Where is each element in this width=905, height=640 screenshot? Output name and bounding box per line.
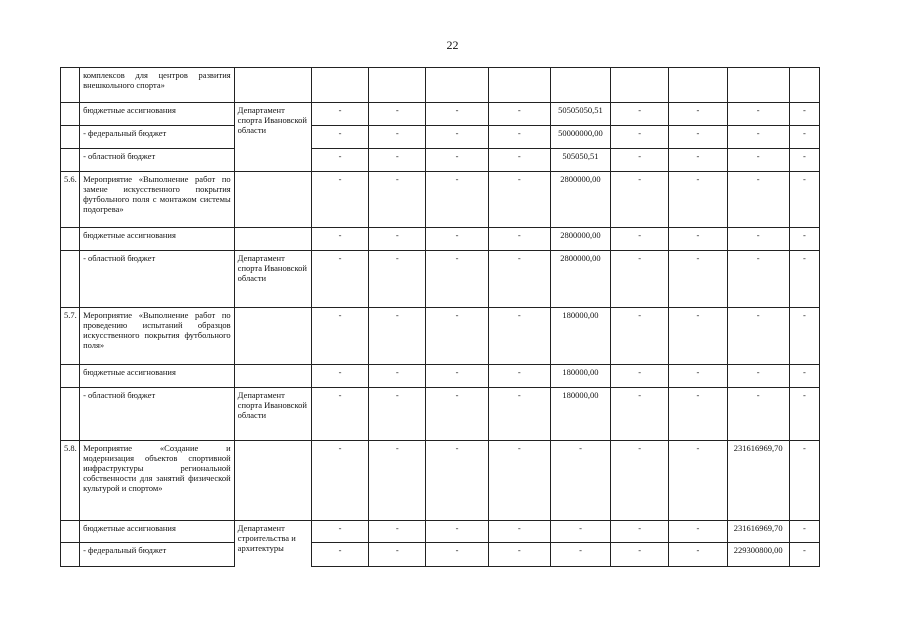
item-description: бюджетные ассигнования (80, 365, 235, 388)
department-cell (234, 441, 311, 521)
budget-value-cell: - (311, 308, 368, 365)
budget-value-cell: - (426, 365, 488, 388)
item-number (61, 126, 80, 149)
item-number (61, 251, 80, 308)
table-row (61, 365, 820, 388)
budget-value-cell: - (727, 228, 789, 251)
budget-value-cell: - (789, 441, 819, 521)
budget-value-cell: - (669, 543, 727, 567)
budget-value-cell: - (426, 308, 488, 365)
item-number (61, 521, 80, 543)
budget-value-cell: - (311, 543, 368, 567)
budget-value-cell: - (369, 365, 426, 388)
item-number (61, 388, 80, 441)
budget-value-cell: 231616969,70 (727, 521, 789, 543)
item-number (61, 68, 80, 103)
budget-value-cell: - (789, 543, 819, 567)
budget-value-cell: - (426, 126, 488, 149)
department-cell (234, 308, 311, 365)
budget-value-cell: - (311, 172, 368, 228)
budget-value-cell: - (488, 172, 550, 228)
budget-value-cell: - (789, 228, 819, 251)
budget-value-cell (727, 68, 789, 103)
budget-value-cell (789, 68, 819, 103)
page-number: 22 (446, 38, 459, 52)
budget-value-cell: - (488, 521, 550, 543)
budget-value-cell: - (669, 103, 727, 126)
department-cell: Департамент спорта Ивановской области (234, 251, 311, 308)
budget-value-cell: - (488, 441, 550, 521)
budget-value-cell: - (789, 172, 819, 228)
budget-value-cell: - (669, 388, 727, 441)
budget-value-cell: - (369, 228, 426, 251)
department-cell: Департамент спорта Ивановской области (234, 388, 311, 441)
budget-value-cell: 229300800,00 (727, 543, 789, 567)
budget-value-cell: - (727, 308, 789, 365)
budget-value-cell: - (369, 441, 426, 521)
item-number: 5.7. (61, 308, 80, 365)
budget-value-cell: - (669, 149, 727, 172)
budget-value-cell: - (426, 251, 488, 308)
budget-value-cell: - (611, 228, 669, 251)
budget-value-cell: - (369, 543, 426, 567)
table-row (61, 172, 820, 228)
budget-value-cell: - (611, 365, 669, 388)
budget-value-cell: - (611, 172, 669, 228)
budget-value-cell: 180000,00 (550, 388, 610, 441)
department-cell (234, 365, 311, 388)
item-number: 5.6. (61, 172, 80, 228)
item-number (61, 365, 80, 388)
budget-value-cell: - (669, 365, 727, 388)
budget-value-cell: - (426, 388, 488, 441)
budget-value-cell: - (727, 251, 789, 308)
budget-value-cell: - (789, 388, 819, 441)
item-number (61, 228, 80, 251)
budget-value-cell: - (369, 103, 426, 126)
budget-value-cell: 2800000,00 (550, 172, 610, 228)
budget-value-cell: 505050,51 (550, 149, 610, 172)
budget-value-cell: - (727, 388, 789, 441)
item-description: - областной бюджет (80, 388, 235, 441)
budget-value-cell: - (669, 172, 727, 228)
budget-table (60, 67, 820, 567)
budget-value-cell: - (789, 126, 819, 149)
budget-value-cell: 2800000,00 (550, 251, 610, 308)
budget-value-cell: - (611, 521, 669, 543)
budget-value-cell: - (311, 441, 368, 521)
budget-value-cell: - (369, 251, 426, 308)
item-description: бюджетные ассигнования (80, 521, 235, 543)
item-description: комплексов для центров развития внешкольного спорта» (80, 68, 235, 103)
budget-value-cell (311, 68, 368, 103)
budget-value-cell: - (311, 103, 368, 126)
table-row (61, 543, 820, 567)
item-description: - областной бюджет (80, 149, 235, 172)
department-cell (234, 68, 311, 103)
budget-value-cell: - (311, 228, 368, 251)
budget-value-cell: 50000000,00 (550, 126, 610, 149)
budget-value-cell: - (669, 308, 727, 365)
budget-value-cell: - (426, 103, 488, 126)
table-row (61, 103, 820, 126)
budget-value-cell (550, 68, 610, 103)
table-row (61, 521, 820, 543)
budget-value-cell: - (611, 126, 669, 149)
item-description: бюджетные ассигнования (80, 103, 235, 126)
department-cell: Департамент строительства и архитектуры (234, 521, 311, 567)
budget-value-cell: - (669, 441, 727, 521)
budget-value-cell: - (488, 365, 550, 388)
budget-value-cell: 231616969,70 (727, 441, 789, 521)
budget-value-cell: - (488, 251, 550, 308)
item-number (61, 103, 80, 126)
budget-value-cell (669, 68, 727, 103)
budget-value-cell: - (311, 149, 368, 172)
department-cell (234, 172, 311, 228)
budget-value-cell (426, 68, 488, 103)
budget-value-cell: - (789, 308, 819, 365)
budget-value-cell (488, 68, 550, 103)
table-row (61, 149, 820, 172)
budget-value-cell: - (789, 251, 819, 308)
budget-value-cell: 180000,00 (550, 365, 610, 388)
table-row (61, 126, 820, 149)
budget-value-cell: - (311, 251, 368, 308)
budget-value-cell: - (550, 543, 610, 567)
item-description: - областной бюджет (80, 251, 235, 308)
budget-value-cell: - (369, 126, 426, 149)
budget-value-cell: - (727, 149, 789, 172)
budget-value-cell: - (369, 388, 426, 441)
budget-value-cell: - (311, 521, 368, 543)
budget-value-cell: - (311, 126, 368, 149)
budget-value-cell: - (369, 308, 426, 365)
budget-value-cell: - (488, 103, 550, 126)
budget-value-cell: - (669, 521, 727, 543)
budget-value-cell: - (789, 149, 819, 172)
budget-value-cell: - (669, 126, 727, 149)
budget-value-cell: - (426, 521, 488, 543)
budget-value-cell: - (611, 149, 669, 172)
table-row (61, 388, 820, 441)
budget-value-cell: - (426, 172, 488, 228)
item-description: Мероприятие «Создание и модернизация объектов спортивной инфраструктуры региональной собственности для занятий физической культурой и спортом» (80, 441, 235, 521)
budget-value-cell: - (727, 103, 789, 126)
budget-value-cell: - (789, 365, 819, 388)
table-row (61, 441, 820, 521)
budget-value-cell: - (727, 365, 789, 388)
budget-value-cell: - (727, 172, 789, 228)
budget-value-cell: - (369, 172, 426, 228)
item-description: Мероприятие «Выполнение работ по замене искусственного покрытия футбольного поля с монтажом системы подогрева» (80, 172, 235, 228)
budget-value-cell: - (789, 521, 819, 543)
budget-value-cell: - (488, 126, 550, 149)
budget-value-cell: 2800000,00 (550, 228, 610, 251)
budget-value-cell: - (426, 149, 488, 172)
item-number (61, 149, 80, 172)
budget-value-cell: - (426, 543, 488, 567)
budget-value-cell: - (727, 126, 789, 149)
table-row (61, 308, 820, 365)
budget-value-cell: - (311, 388, 368, 441)
budget-value-cell: - (488, 388, 550, 441)
budget-value-cell: - (611, 388, 669, 441)
item-number: 5.8. (61, 441, 80, 521)
budget-value-cell: - (426, 228, 488, 251)
item-description: Мероприятие «Выполнение работ по проведению испытаний образцов искусственного покрытия футбольного поля» (80, 308, 235, 365)
budget-value-cell: - (550, 521, 610, 543)
table-row (61, 68, 820, 103)
budget-value-cell: - (488, 308, 550, 365)
budget-value-cell (369, 68, 426, 103)
table-row (61, 251, 820, 308)
budget-value-cell: - (789, 103, 819, 126)
budget-value-cell: - (611, 543, 669, 567)
budget-value-cell: - (369, 149, 426, 172)
budget-value-cell: - (488, 228, 550, 251)
budget-value-cell: - (611, 308, 669, 365)
item-number (61, 543, 80, 567)
budget-value-cell: - (426, 441, 488, 521)
budget-value-cell: - (611, 103, 669, 126)
budget-value-cell: - (369, 521, 426, 543)
budget-value-cell: - (669, 228, 727, 251)
budget-value-cell: 180000,00 (550, 308, 610, 365)
item-description: - федеральный бюджет (80, 543, 235, 567)
budget-value-cell: - (611, 251, 669, 308)
table-row (61, 228, 820, 251)
budget-value-cell: - (611, 441, 669, 521)
department-cell (234, 228, 311, 251)
department-cell: Департамент спорта Ивановской области (234, 103, 311, 172)
item-description: бюджетные ассигнования (80, 228, 235, 251)
item-description: - федеральный бюджет (80, 126, 235, 149)
budget-value-cell: - (488, 543, 550, 567)
budget-value-cell: - (488, 149, 550, 172)
budget-value-cell: - (669, 251, 727, 308)
budget-value-cell: - (311, 365, 368, 388)
budget-value-cell (611, 68, 669, 103)
budget-value-cell: - (550, 441, 610, 521)
budget-value-cell: 50505050,51 (550, 103, 610, 126)
